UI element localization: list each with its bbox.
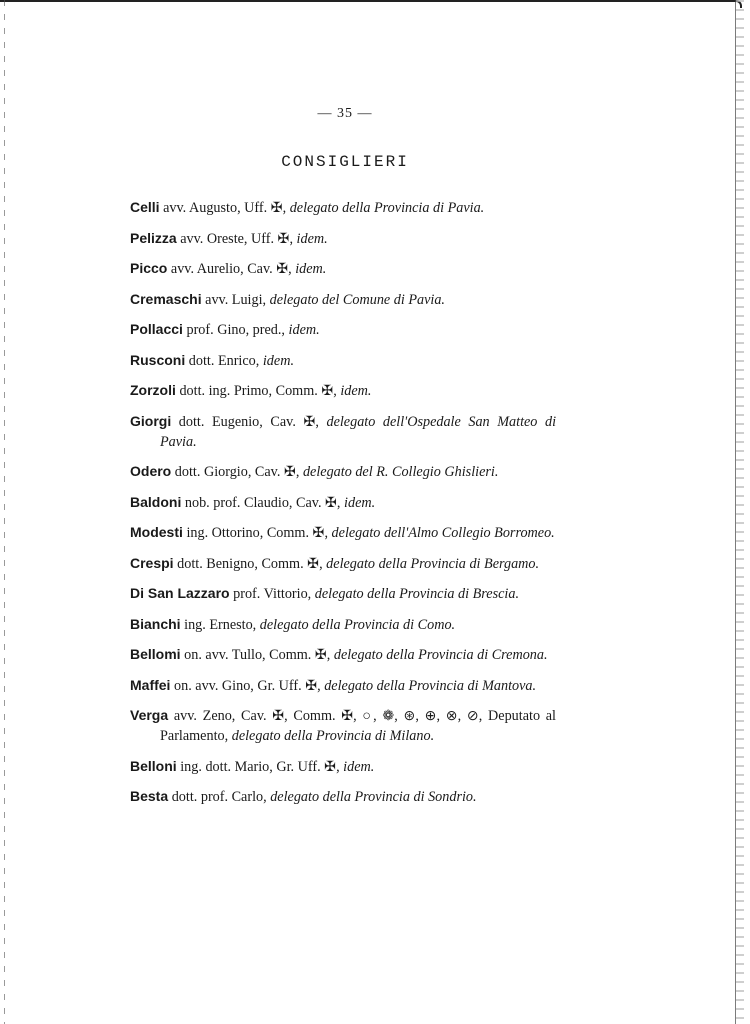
list-item bbox=[130, 228, 556, 249]
member-details: ing. Ottorino, Comm. ✠, bbox=[182, 525, 332, 541]
member-details: dott. prof. Carlo, bbox=[168, 789, 271, 805]
member-name: Crespi bbox=[130, 554, 174, 571]
member-name: Besta bbox=[130, 788, 169, 804]
member-details: dott. Benigno, Comm. ✠, bbox=[173, 555, 327, 572]
member-details: prof. Vittorio, bbox=[229, 586, 315, 602]
list-item bbox=[130, 705, 556, 746]
member-name: Verga bbox=[130, 707, 169, 723]
list-item bbox=[130, 583, 556, 604]
member-details: avv. Luigi, bbox=[201, 291, 270, 308]
member-role: idem. bbox=[344, 494, 376, 511]
list-item bbox=[130, 289, 556, 310]
member-name: Bellomi bbox=[130, 646, 181, 662]
list-item bbox=[130, 380, 556, 401]
member-role: idem. bbox=[340, 383, 372, 399]
list-item bbox=[130, 756, 556, 777]
list-item bbox=[130, 786, 556, 807]
member-details: prof. Gino, pred., bbox=[182, 322, 289, 338]
member-details: nob. prof. Claudio, Cav. ✠, bbox=[181, 494, 345, 511]
member-role: delegato della Provincia di Brescia. bbox=[314, 586, 520, 602]
member-name: Bianchi bbox=[130, 615, 181, 632]
member-name: Zorzoli bbox=[130, 382, 176, 398]
member-details: on. avv. Tullo, Comm. ✠, bbox=[180, 647, 334, 663]
member-role: delegato della Provincia di Cremona. bbox=[333, 647, 548, 663]
list-item bbox=[130, 614, 556, 635]
member-name: Cremaschi bbox=[130, 290, 202, 307]
member-name: Belloni bbox=[130, 757, 177, 774]
member-name: Pelizza bbox=[130, 229, 177, 246]
member-role: idem. bbox=[262, 352, 294, 369]
member-role: idem. bbox=[343, 758, 375, 775]
list-item bbox=[130, 522, 556, 543]
list-item bbox=[130, 411, 556, 452]
member-role: idem. bbox=[288, 322, 320, 338]
page-edge-right bbox=[735, 0, 744, 1024]
member-details: ing. Ernesto, bbox=[180, 616, 260, 633]
member-details: avv. Augusto, Uff. ✠, bbox=[159, 200, 290, 216]
member-role: delegato dell'Almo Collegio Borromeo. bbox=[331, 525, 555, 541]
member-role: delegato del R. Collegio Ghislieri. bbox=[302, 464, 499, 480]
member-role: delegato della Provincia di Bergamo. bbox=[326, 555, 540, 572]
member-details: dott. Eugenio, Cav. ✠, bbox=[171, 413, 327, 430]
list-item bbox=[130, 461, 556, 482]
member-details: on. avv. Gino, Gr. Uff. ✠, bbox=[170, 677, 325, 694]
member-name: Baldoni bbox=[130, 493, 182, 510]
member-name: Modesti bbox=[130, 524, 183, 540]
list-item bbox=[130, 319, 556, 340]
member-role: delegato della Provincia di Como. bbox=[259, 616, 456, 633]
member-name: Maffei bbox=[130, 676, 171, 693]
member-details: dott. Giorgio, Cav. ✠, bbox=[171, 464, 303, 480]
list-item bbox=[130, 197, 556, 218]
member-name: Giorgi bbox=[130, 412, 172, 429]
member-role: idem. bbox=[296, 230, 328, 247]
member-details: avv. Aurelio, Cav. ✠, bbox=[167, 261, 296, 277]
member-details: dott. Enrico, bbox=[185, 352, 263, 369]
member-name: Pollacci bbox=[130, 321, 183, 337]
list-item bbox=[130, 492, 556, 513]
member-role: delegato della Provincia di Milano. bbox=[231, 728, 435, 744]
member-role: delegato della Provincia di Mantova. bbox=[324, 677, 537, 694]
member-role: delegato del Comune di Pavia. bbox=[269, 291, 445, 308]
list-item bbox=[130, 258, 556, 279]
member-name: Odero bbox=[130, 463, 172, 479]
member-details: avv. Zeno, Cav. ✠, Comm. ✠, ○, ❁, ⊛, ⊕, ⊗, ⊘, Deputato al Parlamento, bbox=[160, 708, 556, 744]
member-role: idem. bbox=[295, 261, 327, 277]
member-role: delegato della Provincia di Sondrio. bbox=[270, 789, 477, 805]
member-role: delegato della Provincia di Pavia. bbox=[289, 200, 485, 216]
member-name: Celli bbox=[130, 199, 160, 215]
member-name: Di San Lazzaro bbox=[130, 585, 230, 601]
member-details: avv. Oreste, Uff. ✠, bbox=[176, 230, 297, 247]
member-details: ing. dott. Mario, Gr. Uff. ✠, bbox=[176, 758, 344, 775]
list-item bbox=[130, 350, 556, 371]
member-details: dott. ing. Primo, Comm. ✠, bbox=[175, 383, 341, 399]
member-name: Picco bbox=[130, 260, 168, 276]
list-item bbox=[130, 675, 556, 696]
member-role: delegato dell'Ospedale San Matteo di Pavia. bbox=[160, 413, 557, 450]
member-name: Rusconi bbox=[130, 351, 186, 368]
page-edge-top bbox=[0, 0, 742, 8]
section-heading: CONSIGLIERI bbox=[281, 153, 409, 171]
page-number: — 35 — bbox=[317, 106, 373, 121]
list-item bbox=[130, 553, 556, 574]
members-list bbox=[130, 197, 556, 817]
list-item bbox=[130, 644, 556, 665]
